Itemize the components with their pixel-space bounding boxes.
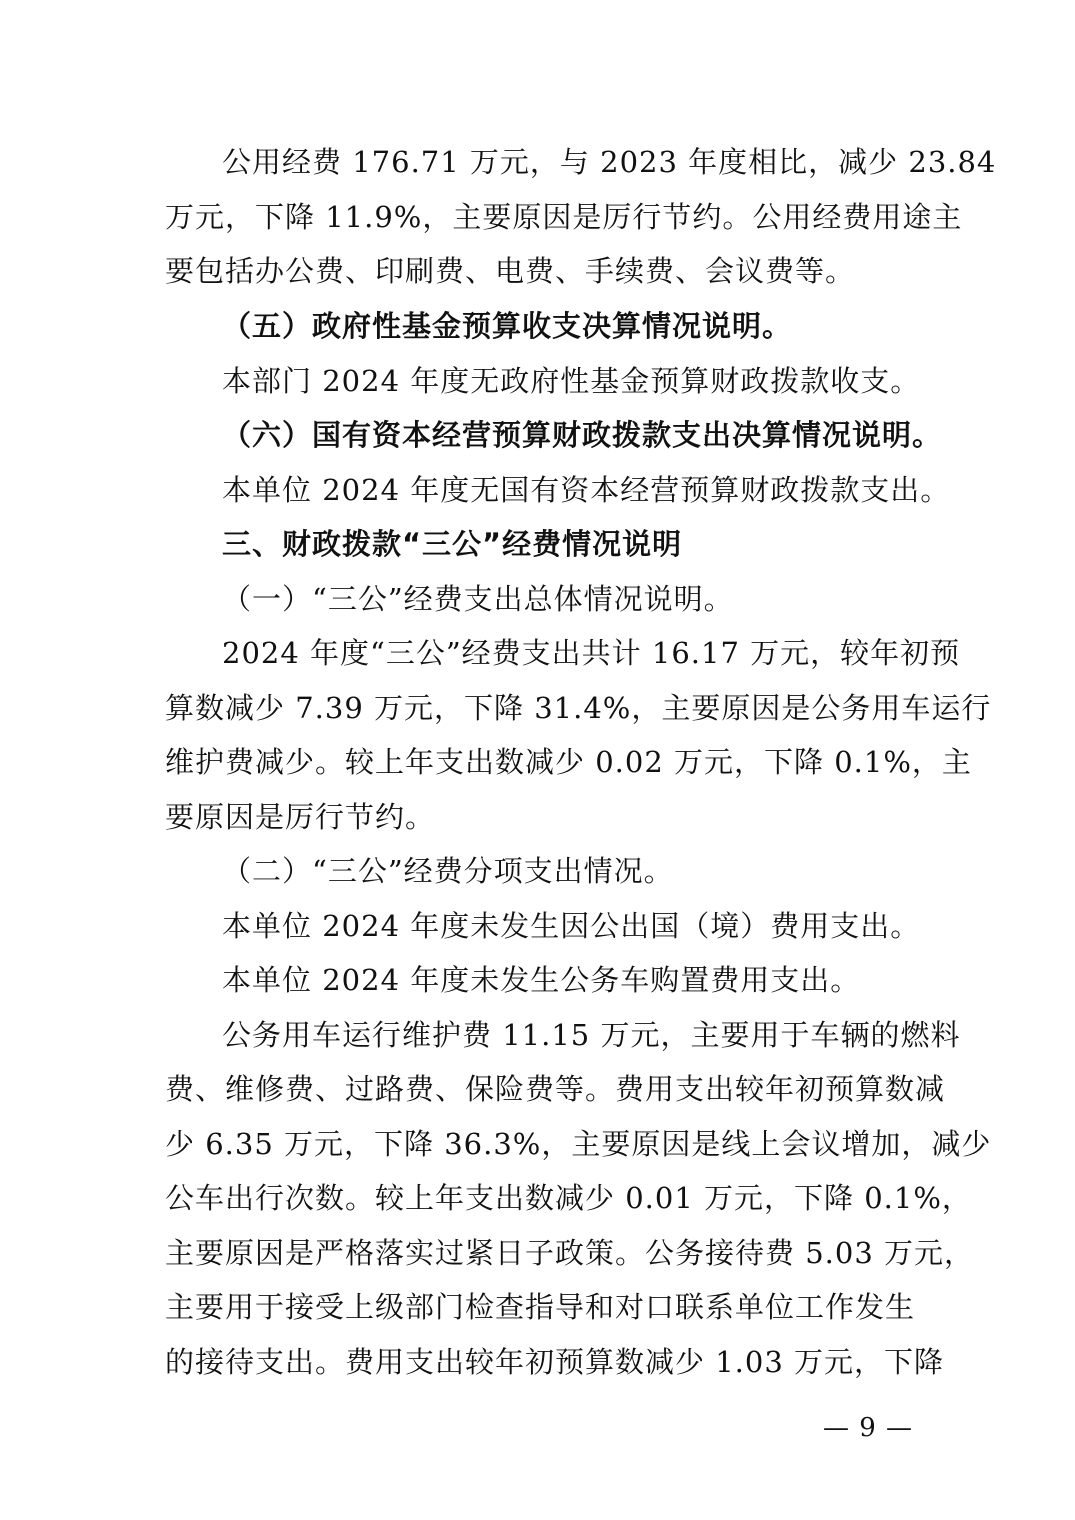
- paragraph-line: 本部门 2024 年度无政府性基金预算财政拨款收支。: [222, 364, 921, 398]
- paragraph-line: 主要原因是严格落实过紧日子政策。公务接待费 5.03 万元，: [165, 1236, 975, 1270]
- paragraph-line: 本单位 2024 年度未发生公务车购置费用支出。: [222, 963, 861, 997]
- paragraph-line: 公车出行次数。较上年支出数减少 0.01 万元，下降 0.1%，: [165, 1181, 972, 1215]
- paragraph-line: 的接待支出。费用支出较年初预算数减少 1.03 万元，下降: [165, 1345, 945, 1379]
- section-subheading: （六）国有资本经营预算财政拨款支出决算情况说明。: [222, 418, 943, 452]
- paragraph-line: 要原因是厉行节约。: [165, 800, 436, 834]
- paragraph-line: 万元，下降 11.9%，主要原因是厉行节约。公用经费用途主: [165, 200, 963, 234]
- section-heading: 三、财政拨款“三公”经费情况说明: [222, 527, 683, 561]
- paragraph-line: 少 6.35 万元，下降 36.3%，主要原因是线上会议增加，减少: [165, 1127, 992, 1161]
- paragraph-line: 本单位 2024 年度无国有资本经营预算财政拨款支出。: [222, 473, 951, 507]
- paragraph-line: 公用经费 176.71 万元，与 2023 年度相比，减少 23.84: [222, 145, 997, 179]
- paragraph-line: 维护费减少。较上年支出数减少 0.02 万元，下降 0.1%，主: [165, 745, 972, 779]
- paragraph-line: 算数减少 7.39 万元，下降 31.4%，主要原因是公务用车运行: [165, 691, 992, 725]
- paragraph-line: 要包括办公费、印刷费、电费、手续费、会议费等。: [165, 254, 856, 288]
- section-subheading: （二）“三公”经费分项支出情况。: [222, 854, 674, 888]
- section-subheading: （五）政府性基金预算收支决算情况说明。: [222, 309, 793, 343]
- paragraph-line: 2024 年度“三公”经费支出共计 16.17 万元，较年初预: [222, 636, 961, 670]
- page-number: — 9 —: [822, 1413, 914, 1443]
- paragraph-line: 本单位 2024 年度未发生因公出国（境）费用支出。: [222, 909, 921, 943]
- paragraph-line: 公务用车运行维护费 11.15 万元，主要用于车辆的燃料: [222, 1018, 961, 1052]
- paragraph-line: 费、维修费、过路费、保险费等。费用支出较年初预算数减: [165, 1072, 946, 1106]
- section-subheading: （一）“三公”经费支出总体情况说明。: [222, 582, 734, 616]
- paragraph-line: 主要用于接受上级部门检查指导和对口联系单位工作发生: [165, 1290, 916, 1324]
